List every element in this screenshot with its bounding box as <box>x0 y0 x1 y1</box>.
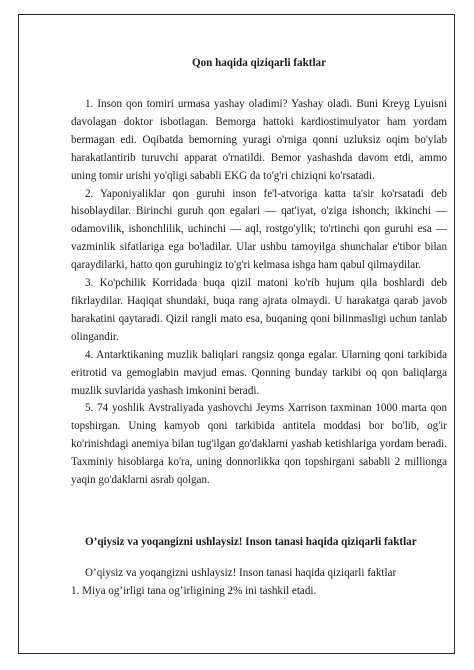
paragraph-5: 5. 74 yoshlik Avstraliyada yashovchi Jeyms Xarrison taxminan 1000 marta qon topshirgan. Uning kamyob qoni tarkibida antitela moddasi bor bo'lib, og'ir ko'rinishdagi anemiya bilan tug'ilgan go'daklarni yashab ketishlariga yordam beradi. Taxminiy hisoblarga ko'ra, uning donnorlikka qon topshirgani sababli 2 millionga yaqin go'daklarni asrab qolgan. <box>71 402 447 487</box>
paragraph-1: 1. Inson qon tomiri urmasa yashay oladimi? Yashay oladi. Buni Kreyg Lyuisni davolagan doktor isbotlagan. Bemorga hattoki kardiostimulyator ham yordam bermagan edi. Oqibatda bemorning yuragi o'rniga qonni uzluksiz oqim bo'ylab harakatlantirib turuvchi apparat o'rnatildi. Bemor yashashda davom etdi, ammo uning tomir urishi yo'qligi sababli EKG da to'g'ri chiziqni ko'rsatadi. <box>71 98 447 182</box>
fact-item-1: 1. Miya og’irligi tana og’irligining 2% ini tashkil etadi. <box>71 584 317 597</box>
paragraph-4: 4. Antarktikaning muzlik baliqlari rangsiz qonga egalar. Ularning qoni tarkibida eritrotid va gemoglabin mavjud emas. Qonning bunday tarkibi oq qon baliqlarga muzlik suvlarida yashash imkonini beradi. <box>71 348 447 397</box>
document-body <box>71 55 447 601</box>
paragraph-3: 3. Ko'pchilik Korridada buqa qizil matoni ko'rib hujum qila boshlardi deb fikrlaydilar. Haqiqat shundaki, buqa rang ajrata olmaydi. U harakatga qarab javob harakatini qaytaradi. Qizil rangli mato esa, buqaning qoni bilinmasligi uchun tanlab olingandir. <box>71 277 447 343</box>
section-intro-line: O’qiysiz va yoqangizni ushlaysiz! Inson tanasi haqida qiziqarli faktlar <box>85 566 397 579</box>
paragraph-2: 2. Yaponiyaliklar qon guruhi inson fe'l-atvoriga katta ta'sir ko'rsatadi deb hisoblaydilar. Birinchi guruh qon egalari — qat'iyat, o'ziga ishonch; ikkinchi — odamovilik, ishonchlilik, uchinchi — aql, rostgo'ylik; to'rtinchi qon guruhi esa — vazminlik sifatlariga ega bo'ladilar. Ular ushbu tamoyilga shunchalar e'tibor bilan qaraydilarki, hatto qon guruhingiz to'g'ri kelmasa ishga ham qabul qilmaydilar. <box>71 187 447 272</box>
section-subtitle: O’qiysiz va yoqangizni ushlaysiz! Inson tanasi haqida qiziqarli faktlar <box>85 535 417 548</box>
document-page <box>18 14 455 654</box>
document-title: Qon haqida qiziqarli faktlar <box>191 57 327 69</box>
